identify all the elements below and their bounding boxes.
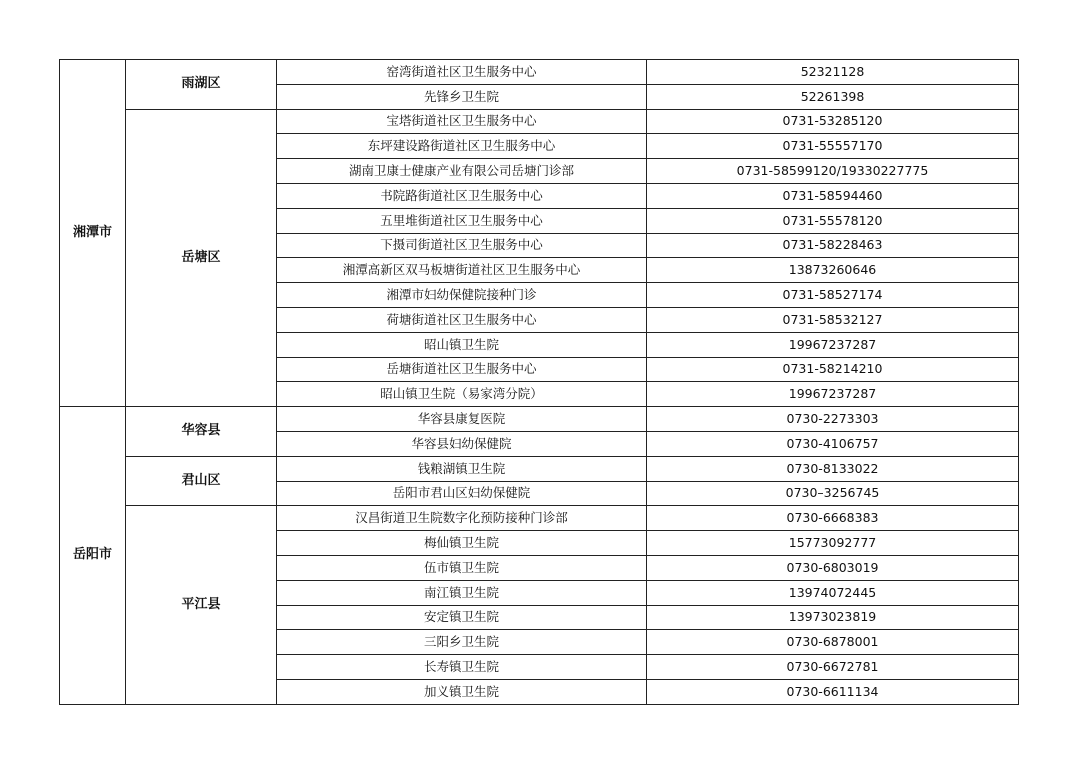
vaccination-sites-table — [59, 59, 1019, 705]
phone-cell: 0730-6803019 — [647, 555, 1019, 580]
phone-cell: 0730-6611134 — [647, 679, 1019, 704]
table-row — [60, 109, 1019, 134]
site-name-cell: 书院路街道社区卫生服务中心 — [277, 183, 647, 208]
phone-cell: 0730-2273303 — [647, 407, 1019, 432]
site-name-cell: 五里堆街道社区卫生服务中心 — [277, 208, 647, 233]
site-name-cell: 梅仙镇卫生院 — [277, 531, 647, 556]
phone-cell: 0730-6668383 — [647, 506, 1019, 531]
district-cell: 平江县 — [126, 506, 277, 704]
district-cell: 岳塘区 — [126, 109, 277, 407]
phone-cell: 0731-58532127 — [647, 307, 1019, 332]
site-name-cell: 窑湾街道社区卫生服务中心 — [277, 60, 647, 85]
phone-cell: 0731-58214210 — [647, 357, 1019, 382]
table-row — [60, 456, 1019, 481]
phone-cell: 0730–3256745 — [647, 481, 1019, 506]
site-name-cell: 先锋乡卫生院 — [277, 84, 647, 109]
phone-cell: 19967237287 — [647, 332, 1019, 357]
site-name-cell: 长寿镇卫生院 — [277, 655, 647, 680]
phone-cell: 0731-53285120 — [647, 109, 1019, 134]
site-name-cell: 汉昌街道卫生院数字化预防接种门诊部 — [277, 506, 647, 531]
phone-cell: 0730-6878001 — [647, 630, 1019, 655]
phone-cell: 13974072445 — [647, 580, 1019, 605]
site-name-cell: 钱粮湖镇卫生院 — [277, 456, 647, 481]
site-name-cell: 华容县妇幼保健院 — [277, 431, 647, 456]
phone-cell: 0731-58527174 — [647, 283, 1019, 308]
table-body — [60, 60, 1019, 705]
phone-cell: 0730-4106757 — [647, 431, 1019, 456]
site-name-cell: 加义镇卫生院 — [277, 679, 647, 704]
site-name-cell: 岳塘街道社区卫生服务中心 — [277, 357, 647, 382]
site-name-cell: 三阳乡卫生院 — [277, 630, 647, 655]
city-cell: 湘潭市 — [60, 60, 126, 407]
phone-cell: 0731-58594460 — [647, 183, 1019, 208]
site-name-cell: 南江镇卫生院 — [277, 580, 647, 605]
table-row — [60, 407, 1019, 432]
phone-cell: 0731-58228463 — [647, 233, 1019, 258]
site-name-cell: 湘潭高新区双马板塘街道社区卫生服务中心 — [277, 258, 647, 283]
district-cell: 华容县 — [126, 407, 277, 457]
phone-cell: 0731-58599120/19330227775 — [647, 159, 1019, 184]
site-name-cell: 东坪建设路街道社区卫生服务中心 — [277, 134, 647, 159]
phone-cell: 52321128 — [647, 60, 1019, 85]
table-row — [60, 506, 1019, 531]
district-cell: 君山区 — [126, 456, 277, 506]
site-name-cell: 伍市镇卫生院 — [277, 555, 647, 580]
site-name-cell: 湖南卫康士健康产业有限公司岳塘门诊部 — [277, 159, 647, 184]
table-row — [60, 60, 1019, 85]
district-cell: 雨湖区 — [126, 60, 277, 110]
phone-cell: 13873260646 — [647, 258, 1019, 283]
site-name-cell: 华容县康复医院 — [277, 407, 647, 432]
site-name-cell: 岳阳市君山区妇幼保健院 — [277, 481, 647, 506]
phone-cell: 0731-55578120 — [647, 208, 1019, 233]
site-name-cell: 昭山镇卫生院（易家湾分院） — [277, 382, 647, 407]
city-cell: 岳阳市 — [60, 407, 126, 705]
phone-cell: 15773092777 — [647, 531, 1019, 556]
phone-cell: 13973023819 — [647, 605, 1019, 630]
site-name-cell: 湘潭市妇幼保健院接种门诊 — [277, 283, 647, 308]
phone-cell: 52261398 — [647, 84, 1019, 109]
site-name-cell: 宝塔街道社区卫生服务中心 — [277, 109, 647, 134]
phone-cell: 0730-8133022 — [647, 456, 1019, 481]
phone-cell: 0730-6672781 — [647, 655, 1019, 680]
site-name-cell: 安定镇卫生院 — [277, 605, 647, 630]
phone-cell: 0731-55557170 — [647, 134, 1019, 159]
site-name-cell: 昭山镇卫生院 — [277, 332, 647, 357]
site-name-cell: 荷塘街道社区卫生服务中心 — [277, 307, 647, 332]
phone-cell: 19967237287 — [647, 382, 1019, 407]
site-name-cell: 下摄司街道社区卫生服务中心 — [277, 233, 647, 258]
